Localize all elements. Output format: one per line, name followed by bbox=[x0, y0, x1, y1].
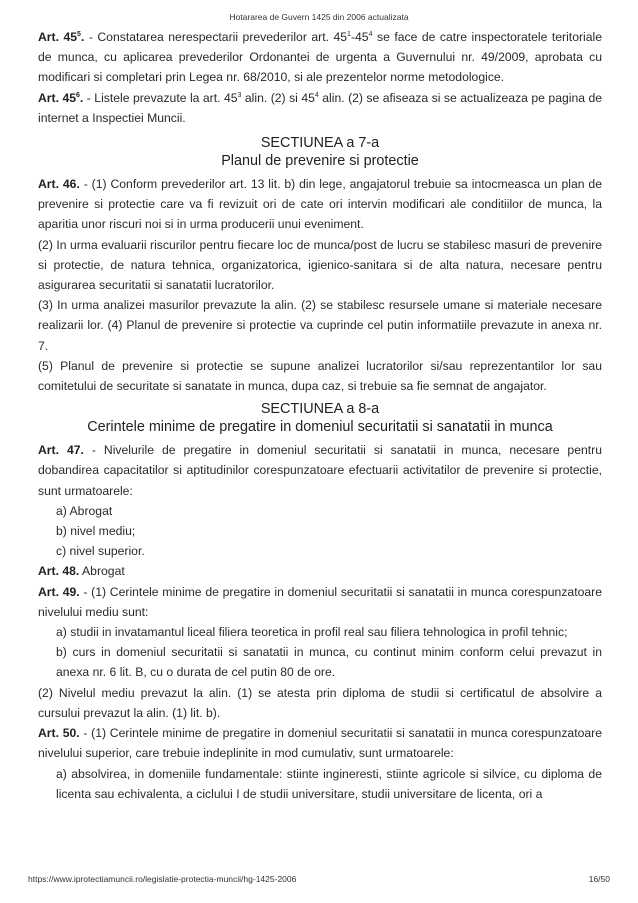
running-header: Hotararea de Guvern 1425 din 2006 actualizata bbox=[229, 12, 409, 22]
paragraph: (2) In urma evaluarii riscurilor pentru fiecare loc de munca/post de lucru se stabilesc masuri de prevenire si protectie, de natura tehnica, organizatorica, igienico-sanitara si de alta natura, necesare pentru asigurarea securitatii si sanatatii lucratorilor. bbox=[38, 237, 602, 293]
article-49: Art. 49. - (1) Cerintele minime de pregatire in domeniul securitatii si sanatatii in munca corespunzatoare nivelului mediu sunt: bbox=[38, 584, 602, 619]
article-47: Art. 47. - Nivelurile de pregatire in domeniul securitatii si sanatatii in munca, necesare pentru dobandirea capacitatilor si aptitudinilor corespunzatoare efectuarii activitatilor de prevenire si protectie, sunt urmatoarele: bbox=[38, 443, 602, 498]
section-8-heading bbox=[38, 401, 602, 436]
paragraph: (2) Nivelul mediu prevazut la alin. (1) se atesta prin diploma de studii si certificatul de absolvire a cursului prevazut la alin. (1) lit. b). bbox=[38, 685, 602, 720]
section-title: SECTIUNEA a 7-a bbox=[260, 135, 380, 152]
article-48: Art. 48. Abrogat bbox=[38, 564, 125, 579]
footer-url[interactable]: https://www.iprotectiamuncii.ro/legislatie-protectia-muncii/hg-1425-2006 bbox=[28, 874, 297, 884]
section-subtitle: Planul de prevenire si protectie bbox=[221, 152, 419, 169]
list-item: a) absolvirea, in domeniile fundamentale: stiinte ingineresti, stiinte agricole si silvice, cu diploma de licenta sau echivalenta, a ciclului I de studii universitare, studii universitare de licenta, ori a bbox=[56, 766, 602, 801]
article-45-6: Art. $45^6$. - Listele prevazute la art. $45^3$ alin. (2) si $45^4$ alin. (2) se afiseaza si se actualizeaza pe pagina de internet a Inspectiei Muncii. bbox=[38, 90, 603, 125]
article-number: Art. 47. bbox=[38, 443, 84, 458]
article-number: Art. 49. bbox=[38, 584, 80, 599]
paragraph: (3) In urma analizei masurilor prevazute la alin. (2) se stabilesc resursele umane si materiale necesare realizarii lor. (4) Planul de prevenire si protectie va cuprinde cel putin informatiile prevazute in anexa nr. 7. bbox=[38, 298, 602, 353]
list-item: a) Abrogat bbox=[56, 503, 113, 518]
article-50: Art. 50. - (1) Cerintele minime de pregatire in domeniul securitatii si sanatatii in munca corespunzatoare nivelului superior, care trebuie indeplinite in mod cumulativ, sunt urmatoarele: bbox=[38, 726, 602, 761]
section-title: SECTIUNEA a 8-a bbox=[260, 401, 380, 418]
list-item: c) nivel superior. bbox=[56, 544, 145, 559]
document-body bbox=[38, 27, 602, 804]
article-number: Art. 48. bbox=[38, 564, 80, 579]
article-number: Art. $45^5$. bbox=[38, 30, 85, 44]
section-subtitle: Cerintele minime de pregatire in domeniul securitatii si sanatatii in munca bbox=[87, 418, 553, 435]
paragraph: (5) Planul de prevenire si protectie se supune analizei lucratorilor si/sau reprezentantilor lor sau comitetului de securitate si sanatate in munca, dupa caz, si trebuie sa fie semnat de angajator. bbox=[38, 358, 602, 394]
article-45-5: Art. $45^5$. - Constatarea nerespectarii prevederilor art. $45^1-45^4$ se face de catre inspectoratele teritoriale de munca, cu aplicarea prevederilor Ordonantei de urgenta a Guvernului nr. 49/2009, aprobata cu modificari si completari prin Legea nr. 68/2010, si ale prezentelor norme metodologice. bbox=[38, 30, 602, 85]
page-number: 16/50 bbox=[588, 874, 610, 884]
article-46: Art. 46. - (1) Conform prevederilor art. 13 lit. b) din lege, angajatorul trebuie sa intocmeasca un plan de prevenire si protectie care va fi revizuit ori de cate ori intervin modificari ale conditiilor de munca, la aparitia unor riscuri noi si in urma producerii unui eveniment. bbox=[38, 177, 602, 232]
list-item: a) studii in invatamantul liceal filiera teoretica in profil real sau filiera tehnologica in profil tehnic; bbox=[56, 625, 568, 640]
list-item: b) curs in domeniul securitatii si sanatatii in munca, cu continut minim conform celui prevazut in anexa nr. 6 lit. B, cu o durata de cel putin 80 de ore. bbox=[56, 645, 602, 680]
article-number: Art. $45^6$. bbox=[38, 90, 84, 105]
article-number: Art. 46. bbox=[38, 177, 80, 192]
article-number: Art. 50. bbox=[38, 726, 80, 741]
section-7-heading bbox=[38, 135, 602, 170]
list-item: b) nivel mediu; bbox=[56, 524, 136, 539]
